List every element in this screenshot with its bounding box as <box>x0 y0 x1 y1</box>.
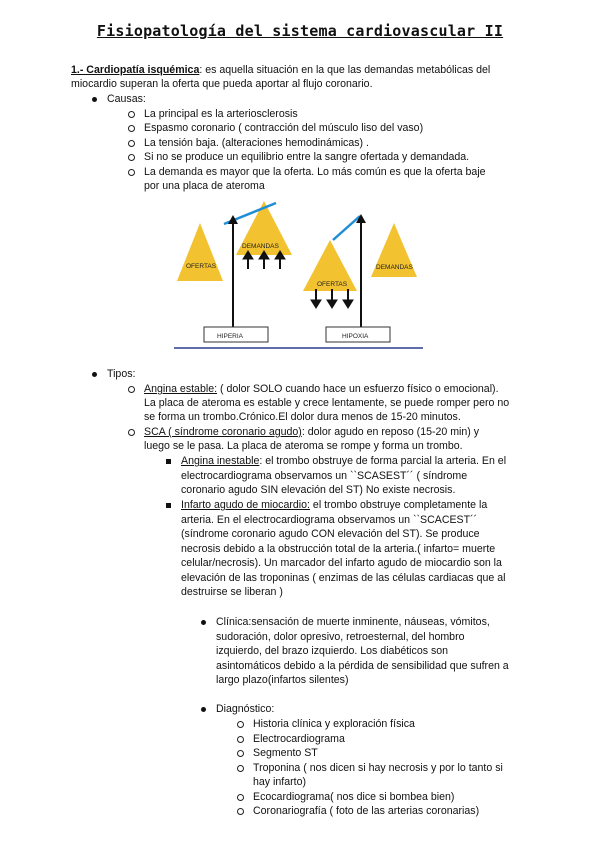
infarto-line1 <box>181 498 487 512</box>
angina-estable-text: La placa de ateroma es estable y crece lentamente, se puede romper pero no <box>144 397 510 409</box>
diagnostico-item: Electrocardiograma <box>253 733 345 745</box>
right-beam <box>333 216 360 240</box>
infarto-term: Infarto agudo de miocardio: <box>181 499 310 511</box>
infarto-text: el trombo obstruye completamente la <box>309 499 488 511</box>
angina-estable-text: se forma un trombo.Crónico.El dolor dura menos de 15-20 minutos. <box>144 411 461 423</box>
bullet-ring-icon <box>128 154 135 161</box>
bullet-ring-icon <box>128 125 135 132</box>
bullet-ring-icon <box>237 750 244 757</box>
left-demanda-label: DEMANDAS <box>242 243 279 250</box>
diagnostico-item-cont: hay infarto) <box>253 776 306 788</box>
intro-paragraph <box>71 63 490 77</box>
angina-inestable-term: Angina inestable <box>181 455 260 467</box>
bullet-square-icon <box>166 503 171 508</box>
clinica-text: izquierdo, del brazo izquierdo. Los diabéticos son <box>216 645 449 657</box>
tipos-label: Tipos: <box>107 368 136 380</box>
bullet-dot-icon <box>201 620 206 625</box>
bullet-ring-icon <box>237 736 244 743</box>
bullet-ring-icon <box>128 111 135 118</box>
down-arrows-icon <box>311 289 353 308</box>
balance-diagram <box>170 193 430 351</box>
right-demanda-label: DEMANDAS <box>376 264 413 271</box>
causa-item-cont: por una placa de ateroma <box>144 180 265 192</box>
diagnostico-label: Diagnóstico: <box>216 703 275 715</box>
page-title: Fisiopatología del sistema cardiovascular II <box>96 22 504 40</box>
right-base-label: HIPOXIA <box>342 333 369 340</box>
angina-estable-term: Angina estable: <box>144 383 218 395</box>
causas-label: Causas: <box>107 93 146 105</box>
bullet-ring-icon <box>128 429 135 436</box>
sca-line1 <box>144 425 479 439</box>
sca-text: luego se le pasa. La placa de ateroma se rompe y forma un trombo. <box>144 440 463 452</box>
sca-text: : dolor agudo en reposo (15-20 min) y <box>301 426 480 438</box>
causa-item: La demanda es mayor que la oferta. Lo más común es que la oferta baje <box>144 166 486 178</box>
left-oferta-label: OFERTAS <box>186 263 217 270</box>
infarto-text: (síndrome coronario agudo CON elevación del ST). Se produce <box>181 528 480 540</box>
angina-inestable-line1 <box>181 454 506 468</box>
section-heading: 1.- Cardiopatía isquémica <box>71 64 200 76</box>
diagnostico-item: Historia clínica y exploración física <box>253 718 415 730</box>
bullet-square-icon <box>166 459 171 464</box>
infarto-text: celular/necrosis). Un marcador del infarto agudo de miocardio son la <box>181 557 502 569</box>
causa-item: La tensión baja. (alteraciones hemodinámicas) . <box>144 137 369 149</box>
bullet-dot-icon <box>201 707 206 712</box>
sca-term: SCA ( síndrome coronario agudo) <box>144 426 302 438</box>
intro-text-line2: miocardio superan la oferta que pueda aportar al flujo coronario. <box>71 78 373 90</box>
diagnostico-item: Coronariografía ( foto de las arterias coronarias) <box>253 805 480 817</box>
bullet-ring-icon <box>237 794 244 801</box>
bullet-ring-icon <box>237 808 244 815</box>
clinica-text: largo plazo(infartos silentes) <box>216 674 349 686</box>
bullet-dot-icon <box>92 97 97 102</box>
left-oferta-triangle <box>177 223 223 281</box>
angina-inestable-text: : el trombo obstruye de forma parcial la arteria. En el <box>259 455 507 467</box>
angina-estable-text: ( dolor SOLO cuando hace un esfuerzo físico o emocional). <box>217 383 499 395</box>
bullet-ring-icon <box>128 140 135 147</box>
angina-inestable-text: electrocardiograma observamos un ``SCASEST´´ ( síndrome <box>181 470 468 482</box>
left-base-label: HIPERIA <box>217 333 244 340</box>
angina-inestable-text: coronario agudo SIN elevación del ST) No existe necrosis. <box>181 484 456 496</box>
bullet-dot-icon <box>92 372 97 377</box>
infarto-text: necrosis debido a la obstrucción total de la arteria.( infarto= muerte <box>181 543 496 555</box>
bullet-ring-icon <box>128 386 135 393</box>
infarto-text: elevación de las troponinas ( enzimas de las células cardiacas que al <box>181 572 506 584</box>
diagnostico-item: Ecocardiograma( nos dice si bombea bien) <box>253 791 455 803</box>
diagnostico-item: Troponina ( nos dicen si hay necrosis y por lo tanto si <box>253 762 503 774</box>
causa-item: Si no se produce un equilibrio entre la sangre ofertada y demandada. <box>144 151 470 163</box>
clinica-text: sudoración, dolor opresivo, retroesternal, del hombro <box>216 631 465 643</box>
causa-item: Espasmo coronario ( contracción del músculo liso del vaso) <box>144 122 424 134</box>
infarto-text: arteria. En el electrocardiograma observamos un ``SCACEST´´ <box>181 514 478 526</box>
angina-estable-line1 <box>144 382 499 396</box>
clinica-text: asintomáticos debido a la pérdida de sensibilidad que sufren a <box>216 660 509 672</box>
up-arrows-icon <box>243 251 285 269</box>
diagnostico-item: Segmento ST <box>253 747 318 759</box>
infarto-text: destruirse se liberan ) <box>181 586 283 598</box>
bullet-ring-icon <box>237 765 244 772</box>
clinica-text: Clínica:sensación de muerte inminente, náuseas, vómitos, <box>216 616 490 628</box>
causa-item: La principal es la arteriosclerosis <box>144 108 298 120</box>
right-oferta-label: OFERTAS <box>317 281 348 288</box>
intro-text: : es aquella situación en la que las demandas metabólicas del <box>199 64 491 76</box>
bullet-ring-icon <box>237 721 244 728</box>
bullet-ring-icon <box>128 169 135 176</box>
